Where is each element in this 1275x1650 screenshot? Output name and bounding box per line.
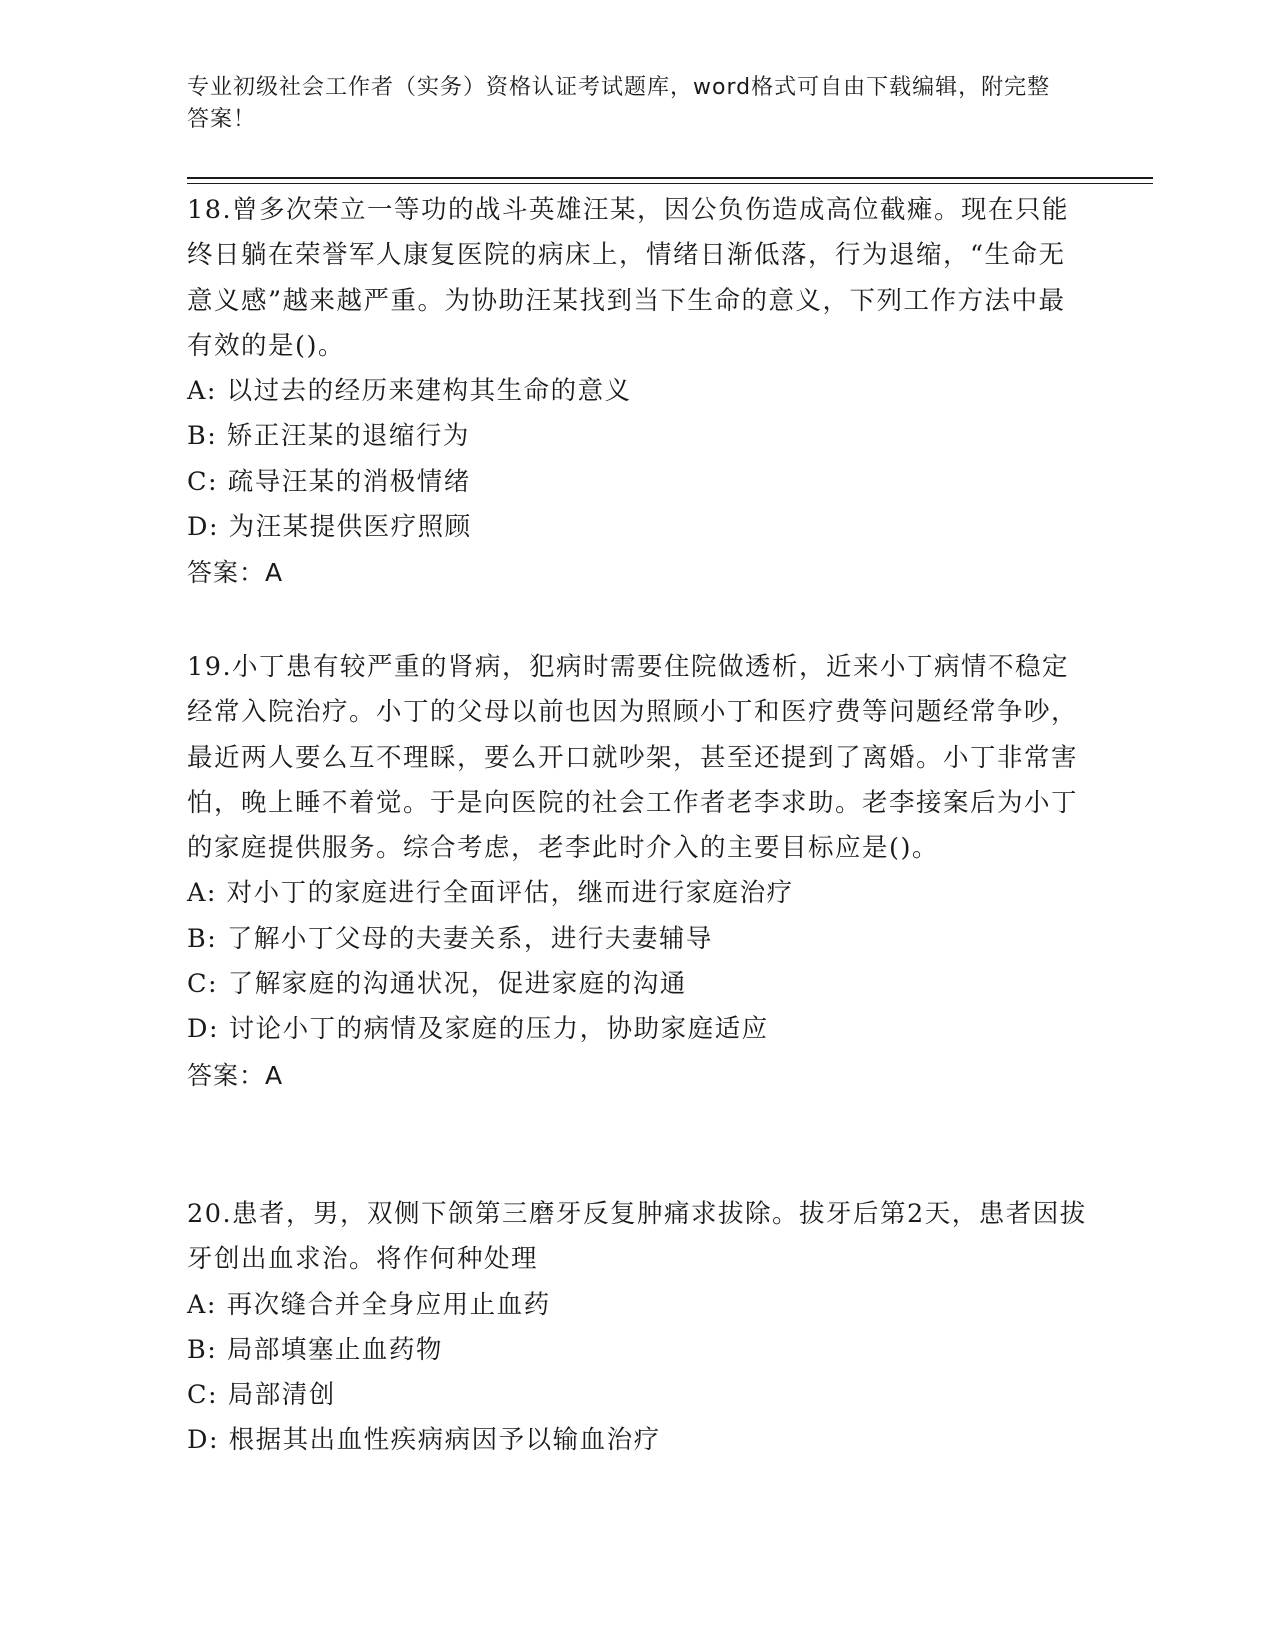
option-b: B: 局部填塞止血药物 xyxy=(187,1334,443,1365)
option-c: C: 疏导汪某的消极情绪 xyxy=(187,466,471,497)
question-stem: 20.患者，男，双侧下颌第三磨牙反复肿痛求拔除。拔牙后第2天，患者因拔牙创出血求治。将作何种处理 xyxy=(187,1199,1087,1275)
option-b: B: 矫正汪某的退缩行为 xyxy=(187,421,470,452)
option-a: A: 再次缝合并全身应用止血药 xyxy=(187,1289,551,1320)
question-18 xyxy=(187,188,1087,596)
option-a: A: 以过去的经历来建构其生命的意义 xyxy=(187,376,632,407)
option-d: D: 讨论小丁的病情及家庭的压力，协助家庭适应 xyxy=(187,1014,769,1045)
question-19 xyxy=(187,645,1087,1098)
option-a: A: 对小丁的家庭进行全面评估，继而进行家庭治疗 xyxy=(187,878,794,909)
header-rule-thick xyxy=(187,177,1153,179)
option-d: D: 根据其出血性疾病病因予以输血治疗 xyxy=(187,1425,661,1456)
option-c: C: 了解家庭的沟通状况，促进家庭的沟通 xyxy=(187,969,687,1000)
answer-line: 答案：A xyxy=(187,1060,284,1090)
question-stem: 18.曾多次荣立一等功的战斗英雄汪某，因公负伤造成高位截瘫。现在只能终日躺在荣誉军人康复医院的病床上，情绪日渐低落，行为退缩，“生命无意义感”越来越严重。为协助汪某找到当下生命的意义，下列工作方法中最有效的是()。 xyxy=(187,195,1070,361)
option-c: C: 局部清创 xyxy=(187,1380,336,1411)
page-header: 专业初级社会工作者（实务）资格认证考试题库，word格式可自由下载编辑，附完整答案！ xyxy=(187,75,1051,132)
option-d: D: 为汪某提供医疗照顾 xyxy=(187,512,472,543)
question-stem: 19.小丁患有较严重的肾病，犯病时需要住院做透析，近来小丁病情不稳定经常入院治疗。小丁的父母以前也因为照顾小丁和医疗费等问题经常争吵，最近两人要么互不理睬，要么开口就吵架，甚至还提到了离婚。小丁非常害怕，晚上睡不着觉。于是向医院的社会工作者老李求助。老李接案后为小丁的家庭提供服务。综合考虑，老李此时介入的主要目标应是()。 xyxy=(187,652,1079,864)
option-b: B: 了解小丁父母的夫妻关系，进行夫妻辅导 xyxy=(187,923,713,954)
answer-line: 答案：A xyxy=(187,558,284,588)
question-20 xyxy=(187,1192,1087,1464)
header-rule-thin xyxy=(187,183,1153,184)
